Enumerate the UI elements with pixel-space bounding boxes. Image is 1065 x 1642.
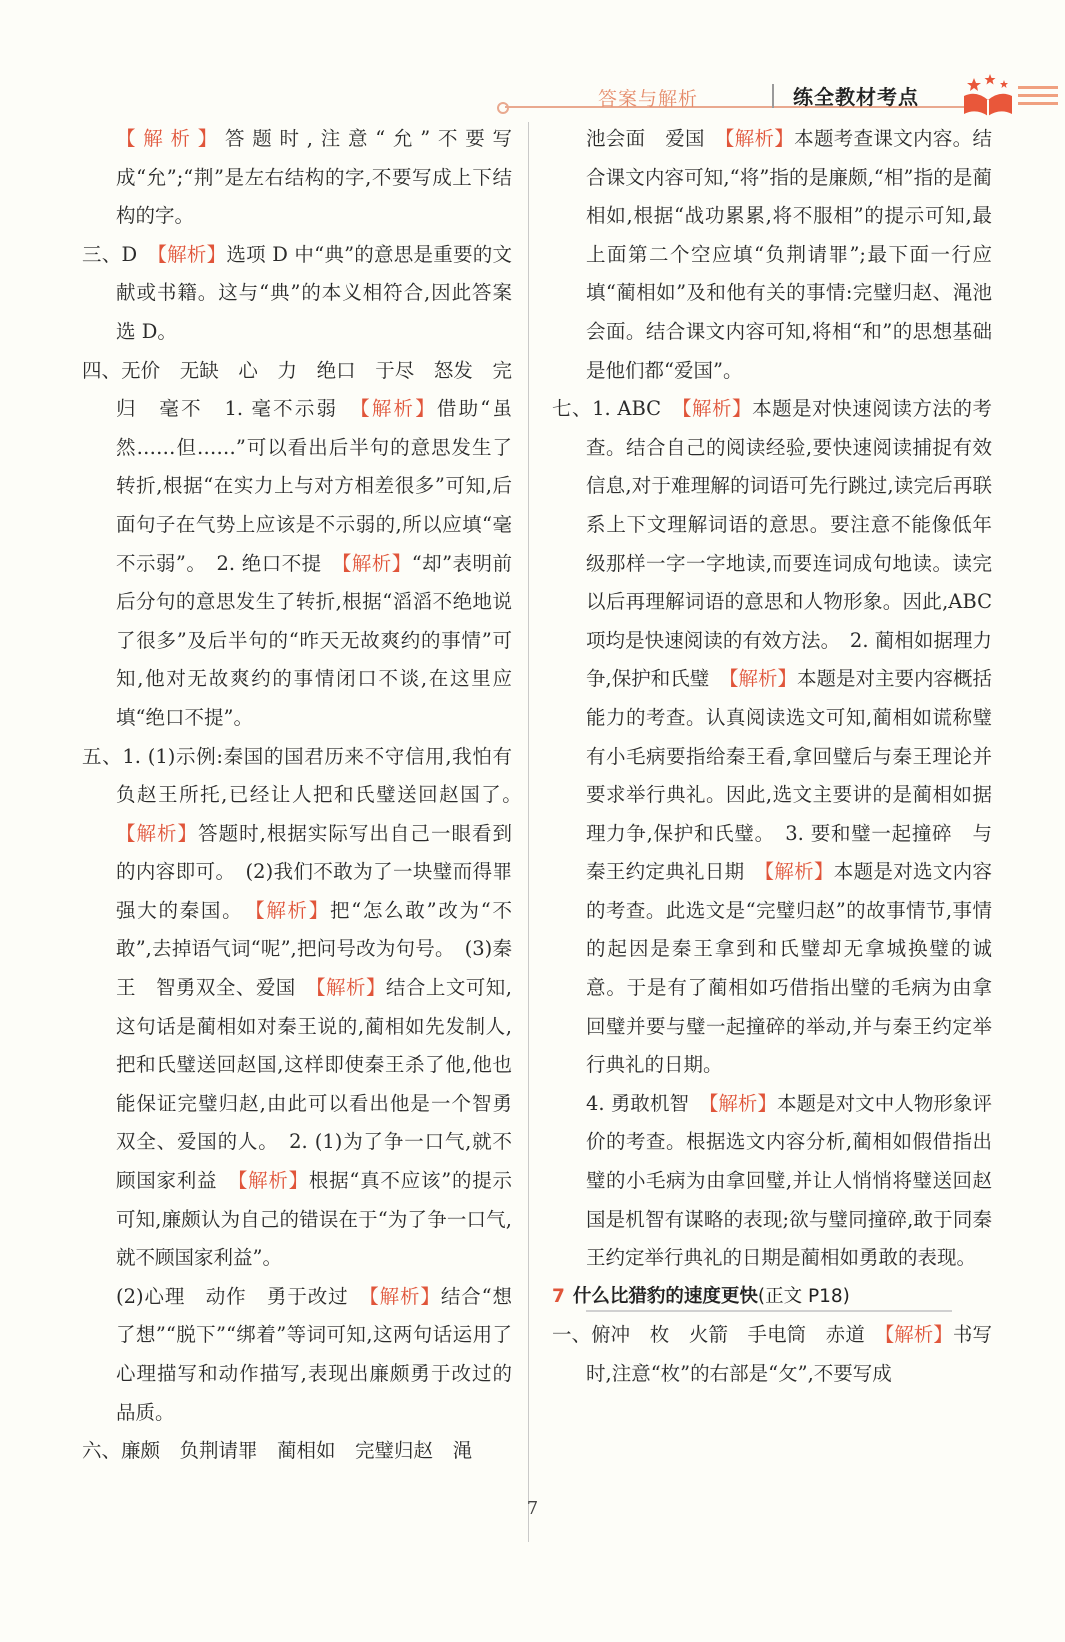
answer-paragraph bbox=[82, 120, 512, 236]
answer-text: 把“怎么敢”改为“不敢”,去掉语气词“呢”,把问号改为句号。 (3)秦王 智勇双全、爱国 bbox=[116, 898, 512, 1000]
answer-paragraph bbox=[82, 1278, 512, 1432]
answer-text: 一、俯冲 枚 火箭 手电筒 赤道 bbox=[552, 1323, 885, 1347]
page-header bbox=[0, 70, 1065, 120]
header-section-label: 答案与解析 bbox=[598, 88, 699, 110]
answer-text: 本题是对主要内容概括能力的考查。认真阅读选文可知,蔺相如谎称璧有小毛病要指给秦王看,拿回璧后与秦王理论并要求举行典礼。因此,选文主要讲的是蔺相如据理力争,保护和氏璧。 3. 要和璧一起撞碎 与秦王约定典礼日期 bbox=[586, 667, 992, 884]
answer-text: 书写时,注意“枚”的右部是“攵”,不要写成 bbox=[586, 1323, 992, 1385]
section-number: 7 bbox=[552, 1285, 565, 1307]
answer-text: 池会面 爱国 bbox=[586, 127, 725, 150]
answer-text: 答题时,根据实际写出自己一眼看到的内容即可。 (2)我们不敢为了一块璧而得罪强大的秦国。 bbox=[116, 821, 512, 922]
answer-text: 三、D bbox=[82, 242, 158, 266]
header-ornament bbox=[497, 102, 509, 114]
answer-text: 答题时,注意“允”不要写成“允”;“荆”是左右结构的字,不要写成上下结构的字。 bbox=[116, 127, 512, 228]
answer-text: 七、1. ABC bbox=[552, 397, 682, 421]
analysis-tag: 【解析】 bbox=[157, 242, 227, 266]
section-page-ref: (正文 P18) bbox=[757, 1285, 850, 1307]
analysis-tag: 【解析】 bbox=[315, 976, 386, 1000]
answer-text: 本题是对文中人物形象评价的考查。根据选文内容分析,蔺相如假借指出璧的小毛病为由拿回璧,并让人悄悄将璧送回赵国是机智有谋略的表现;欲与璧同撞碎,敢于同秦王约定举行典礼的日期是蔺相如勇敢的表现。 bbox=[586, 1091, 992, 1270]
analysis-tag: 【解析】 bbox=[359, 397, 437, 421]
header-brand: 练全教材考点 bbox=[793, 85, 919, 109]
analysis-tag: 【解析】 bbox=[708, 1091, 778, 1115]
answer-text: 本题是对选文内容的考查。此选文是“完璧归赵”的故事情节,事情的起因是秦王拿到和氏璧却无拿城换璧的诚意。于是有了蔺相如巧借指出璧的毛病为由拿回璧并要与璧一起撞碎的举动,并与秦王约定举行典礼的日期。 bbox=[586, 860, 992, 1077]
answer-text: “却”表明前后分句的意思发生了转折,根据“滔滔不绝地说了很多”及后半句的“昨天无故爽约的事情”可知,他对无故爽约的事情闭口不谈,在这里应填“绝口不提”。 bbox=[116, 551, 512, 729]
answer-paragraph bbox=[552, 1085, 992, 1278]
answer-text: 本题考查课文内容。结合课文内容可知,“将”指的是廉颇,“相”指的是蔺相如,根据“战功累累,将不服相”的提示可知,最上面第二个空应填“负荆请罪”;最下面一行应填“蔺相如”及和他有关的事情:完璧归赵、渑池会面。结合课文内容可知,将相“和”的思想基础是他们都“爱国”。 bbox=[586, 127, 992, 382]
answer-text: 结合上文可知,这句话是蔺相如对秦王说的,蔺相如先发制人,把和氏璧送回赵国,这样即使秦王杀了他,他也能保证完璧归赵,由此可以看出他是一个智勇双全、爱国的人。 2. (1)为了争一口气,就不顾国家利益 bbox=[116, 976, 512, 1193]
analysis-tag: 【解析】 bbox=[681, 397, 753, 421]
answer-paragraph bbox=[82, 236, 512, 352]
answer-text: 根据“真不应该”的提示可知,廉颇认为自己的错误在于“为了争一口气,就不顾国家利益”。 bbox=[116, 1169, 512, 1270]
answer-text: 选项 D 中“典”的意思是重要的文献或书籍。这与“典”的本义相符合,因此答案选 D。 bbox=[116, 242, 512, 343]
answer-text: 六、廉颇 负荆请罪 蔺相如 完璧归赵 渑 bbox=[82, 1439, 473, 1463]
answer-text: 4. 勇敢机智 bbox=[586, 1091, 709, 1115]
column-divider bbox=[528, 122, 529, 1542]
analysis-tag: 【解析】 bbox=[368, 1284, 441, 1308]
analysis-tag: 【解析】 bbox=[237, 1169, 309, 1193]
left-column bbox=[82, 120, 532, 1471]
section-title bbox=[552, 1278, 992, 1317]
answer-paragraph bbox=[82, 738, 532, 1278]
answer-paragraph bbox=[552, 390, 992, 1085]
answer-text: 四、无价 无缺 心 力 绝口 于尽 怒发 完 归 毫不 1. 毫不示弱 bbox=[82, 358, 532, 421]
analysis-tag: 【解析】 bbox=[884, 1323, 953, 1347]
analysis-tag: 【解析】 bbox=[728, 667, 797, 691]
analysis-tag: 【解析】 bbox=[724, 127, 795, 150]
analysis-tag: 【解析】 bbox=[764, 860, 834, 884]
answer-text: 五、1. (1)示例:秦国的国君历来不守信用,我怕有负赵王所托,已经让人把和氏璧送回赵国了。 bbox=[82, 744, 532, 807]
analysis-tag: 【解析】 bbox=[116, 821, 199, 845]
answer-paragraph bbox=[552, 120, 992, 390]
header-separator bbox=[772, 84, 774, 108]
analysis-tag: 【解析】 bbox=[254, 898, 331, 922]
book-logo-icon bbox=[960, 74, 1016, 122]
analysis-tag: 【解析】 bbox=[116, 127, 226, 150]
answer-text: 借助“虽然……但……”可以看出后半句的意思发生了转折,根据“在实力上与对方相差很多”可知,后面句子在气势上应该是不示弱的,所以应填“毫不示弱”。 2. 绝口不提 bbox=[116, 397, 512, 575]
right-column bbox=[552, 120, 992, 1394]
answer-paragraph bbox=[552, 1316, 992, 1393]
answer-text: (2)心理 动作 勇于改过 bbox=[116, 1284, 369, 1308]
page-number: 7 bbox=[526, 1498, 539, 1519]
header-stripes bbox=[1018, 86, 1058, 110]
section-title-text: 什么比猎豹的速度更快 bbox=[572, 1285, 758, 1307]
answer-paragraph bbox=[82, 1432, 512, 1471]
answer-text: 结合“想了想”“脱下”“绑着”等词可知,这两句话运用了心理描写和动作描写,表现出廉颇勇于改过的品质。 bbox=[116, 1284, 512, 1424]
answer-text: 本题是对快速阅读方法的考查。结合自己的阅读经验,要快速阅读捕捉有效信息,对于难理解的词语可先行跳过,读完后再联系上下文理解词语的意思。要注意不能像低年级那样一字一字地读,而要连词成句地读。读完以后再理解词语的意思和人物形象。因此,ABC 项均是快速阅读的有效方法。 2. 蔺相如据理力争,保护和氏璧 bbox=[586, 397, 992, 691]
answer-paragraph bbox=[82, 352, 532, 738]
analysis-tag: 【解析】 bbox=[341, 551, 412, 575]
